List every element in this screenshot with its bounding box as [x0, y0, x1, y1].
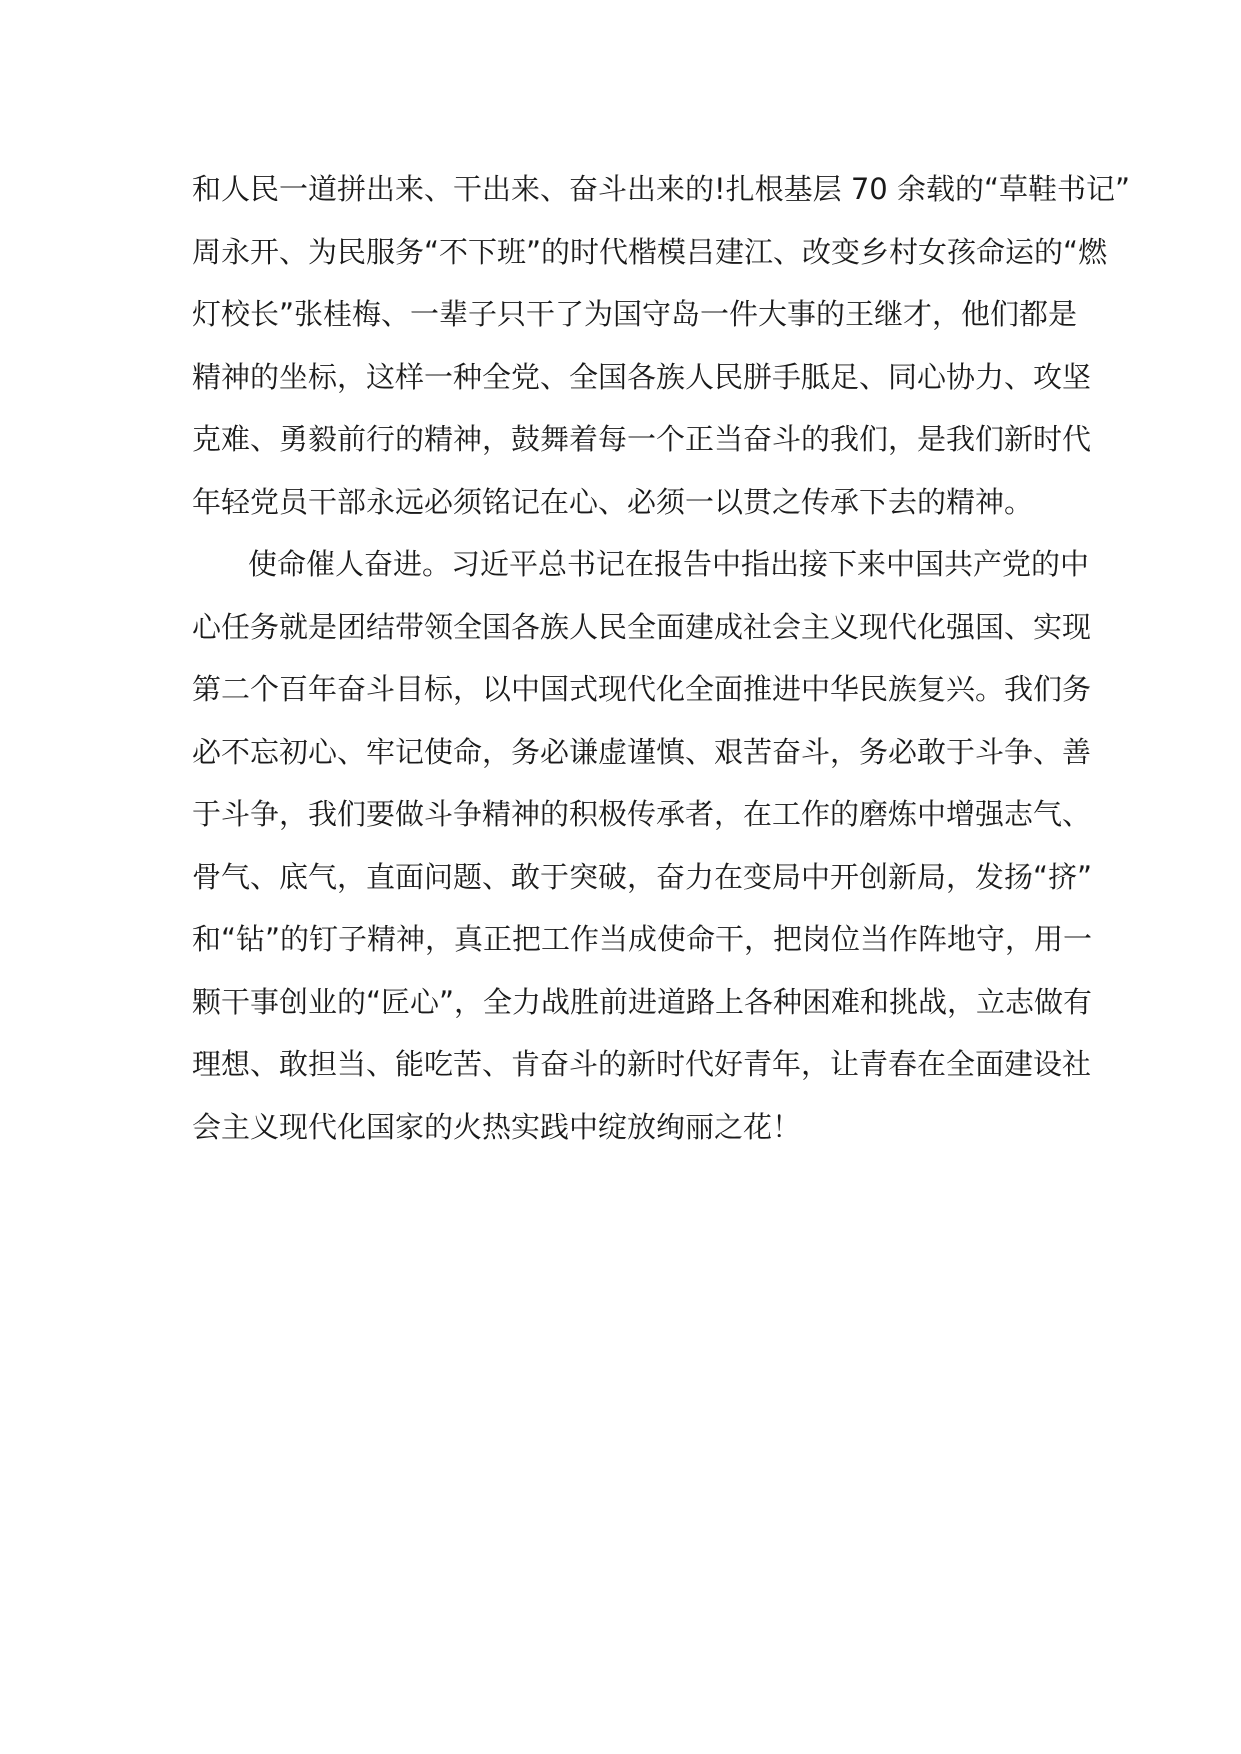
text-line: 和“钻”的钉子精神，真正把工作当成使命干，把岗位当作阵地守，用一 — [192, 922, 1093, 956]
text-line: 灯校长”张桂梅、一辈子只干了为国守岛一件大事的王继才，他们都是 — [192, 297, 1078, 331]
text-line: 周永开、为民服务“不下班”的时代楷模吕建江、改变乡村女孩命运的“燃 — [192, 234, 1108, 269]
text-line: 精神的坐标，这样一种全党、全国各族人民胼手胝足、同心协力、攻坚 — [192, 359, 1092, 394]
text-line: 骨气、底气，直面问题、敢于突破，奋力在变局中开创新局，发扬“挤” — [192, 859, 1093, 894]
text-line: 颗干事创业的“匠心”，全力战胜前进道路上各种困难和挑战，立志做有 — [192, 984, 1093, 1019]
paragraph — [192, 533, 1093, 1158]
text-line: 克难、勇毅前行的精神，鼓舞着每一个正当奋斗的我们，是我们新时代 — [192, 422, 1092, 456]
text-line: 和人民一道拼出来、干出来、奋斗出来的!扎根基层 70 余载的“草鞋书记” — [192, 172, 1131, 206]
text-line: 必不忘初心、牢记使命，务必谦虚谨慎、艰苦奋斗，务必敢于斗争、善 — [192, 734, 1092, 769]
text-line: 会主义现代化国家的火热实践中绽放绚丽之花！ — [192, 1109, 802, 1144]
text-line: 理想、敢担当、能吃苦、肯奋斗的新时代好青年，让青春在全面建设社 — [192, 1047, 1092, 1081]
text-line: 使命催人奋进。习近平总书记在报告中指出接下来中国共产党的中 — [248, 547, 1090, 581]
paragraph — [192, 158, 1131, 533]
text-line: 心任务就是团结带领全国各族人民全面建成社会主义现代化强国、实现 — [192, 609, 1092, 644]
text-line: 于斗争，我们要做斗争精神的积极传承者，在工作的磨炼中增强志气、 — [192, 797, 1092, 831]
text-line: 年轻党员干部永远必须铭记在心、必须一以贯之传承下去的精神。 — [192, 484, 1034, 519]
body-text — [192, 158, 1131, 1158]
text-line: 第二个百年奋斗目标，以中国式现代化全面推进中华民族复兴。我们务 — [192, 672, 1092, 706]
